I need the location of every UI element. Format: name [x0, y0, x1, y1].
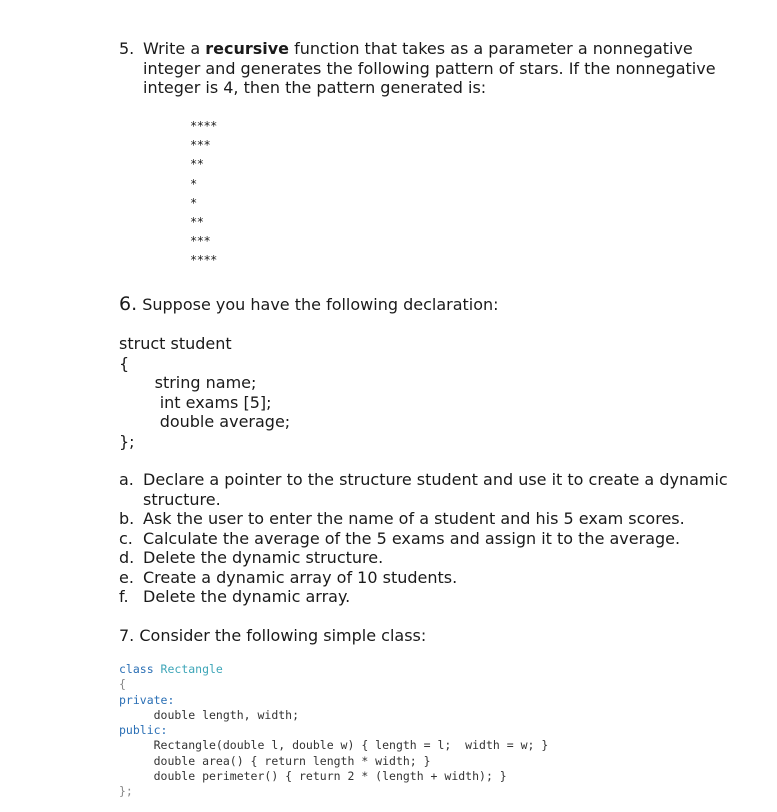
list-item [119, 509, 759, 529]
question-6-heading [119, 295, 499, 315]
question-5-bold-word: recursive [205, 39, 290, 58]
list-item-label: b. [119, 509, 135, 528]
code-line: private: [119, 692, 175, 707]
code-line [119, 662, 548, 677]
code-line: int exams [5]; [119, 392, 272, 412]
list-item-text: Calculate the average of the 5 exams and assign it to the average. [143, 528, 681, 548]
list-item-text: Ask the user to enter the name of a student and his 5 exam scores. [143, 509, 685, 528]
question-6-number: 6. [119, 293, 138, 315]
code-line: string name; [119, 373, 257, 392]
list-item-label: e. [119, 567, 134, 587]
code-line: { [119, 353, 130, 373]
list-item [119, 568, 759, 588]
code-line: Rectangle(double l, double w) { length = l; width = w; } [119, 738, 549, 753]
star-row: * [190, 195, 197, 210]
code-line: }; [119, 784, 133, 799]
star-row: ** [190, 214, 204, 229]
star-row: * [190, 176, 197, 191]
question-5-text-part1: Write a [143, 39, 206, 58]
star-pattern [190, 117, 217, 271]
star-row: *** [190, 234, 211, 249]
code-line: }; [119, 431, 135, 451]
question-5 [119, 39, 739, 98]
code-line: public: [119, 723, 168, 738]
question-7-text: Consider the following simple class: [134, 626, 427, 645]
question-5-text-part2: function that takes as a parameter a nonnegative integer and generates the following pattern of stars. If the nonnegative integer is 4, then the pattern generated is: [143, 39, 716, 97]
struct-declaration [119, 334, 290, 451]
list-item [119, 587, 759, 607]
list-item-label: a. [119, 470, 134, 489]
code-line: struct student [119, 334, 232, 353]
list-item [119, 470, 759, 509]
list-item-text: Declare a pointer to the structure student and use it to create a dynamic structure. [143, 470, 728, 509]
question-5-number: 5. [119, 39, 135, 58]
list-item [119, 548, 759, 568]
code-line: double perimeter() { return 2 * (length + width); } [119, 769, 507, 784]
list-item-label: d. [119, 548, 135, 567]
star-row: ** [190, 157, 204, 172]
question-5-text [143, 39, 739, 98]
code-keyword: class [119, 662, 154, 676]
question-6-subitems [119, 470, 759, 607]
question-7-heading [119, 626, 426, 646]
code-line: double length, width; [119, 707, 300, 722]
list-item-text: Delete the dynamic array. [143, 587, 351, 606]
list-item-label: c. [119, 528, 133, 548]
star-row: *** [190, 138, 211, 153]
question-6-text: Suppose you have the following declaration: [137, 295, 499, 314]
question-7-number: 7. [119, 626, 135, 645]
code-line: { [119, 677, 126, 692]
list-item-text: Create a dynamic array of 10 students. [143, 567, 458, 587]
star-row: **** [190, 253, 217, 268]
code-class-name: Rectangle [153, 662, 223, 676]
list-item [119, 529, 759, 549]
list-item-label: f. [119, 587, 129, 606]
star-row: **** [190, 119, 217, 133]
code-line: double area() { return length * width; } [119, 753, 431, 768]
class-code-block [119, 662, 548, 800]
code-line: double average; [119, 412, 291, 431]
list-item-text: Delete the dynamic structure. [143, 548, 384, 567]
